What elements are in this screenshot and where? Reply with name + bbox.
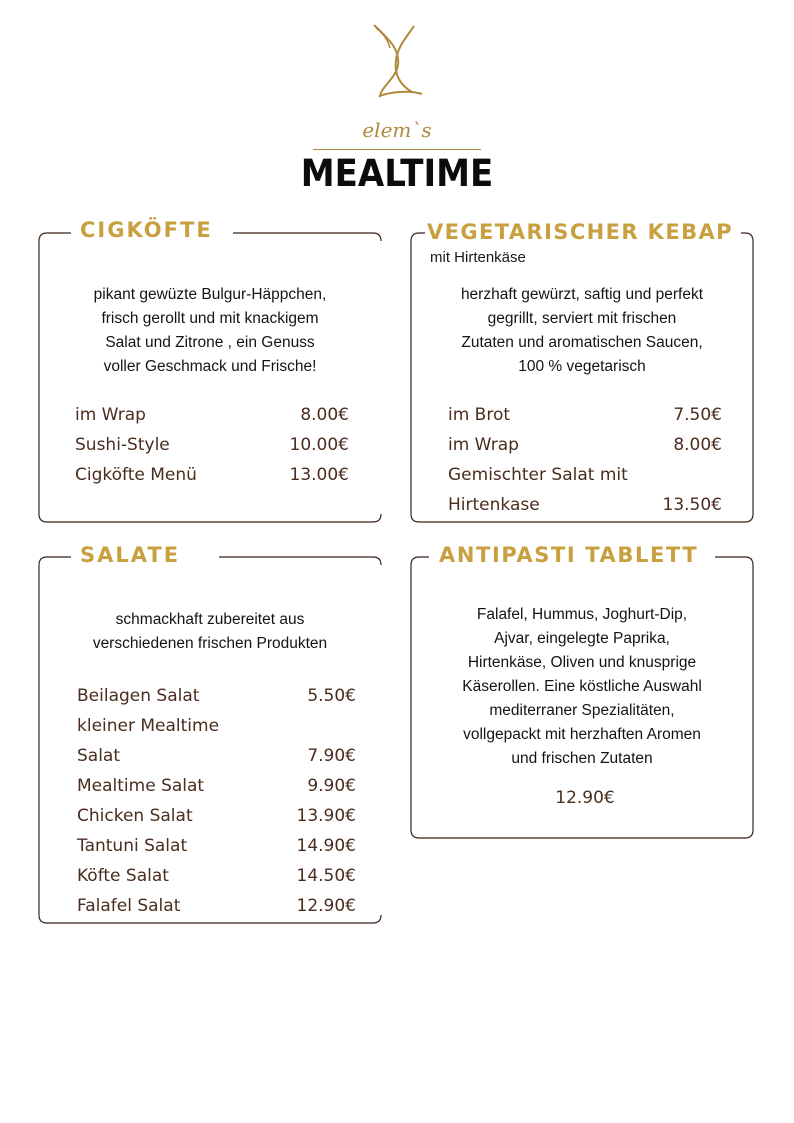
section-heading: SALATE	[80, 543, 181, 567]
brand-subtitle: elem`s	[362, 118, 432, 142]
list-item: Beilagen Salat 5.50€	[77, 686, 356, 706]
list-item: Mealtime Salat 9.90€	[77, 776, 356, 796]
list-item: Köfte Salat 14.50€	[77, 866, 356, 886]
swirl-logo-icon	[360, 20, 430, 100]
section-antipasti	[409, 545, 755, 840]
section-cigkoefte	[37, 220, 383, 524]
list-item: Tantuni Salat 14.90€	[77, 836, 356, 856]
list-item: kleiner Mealtime Salat 7.90€	[77, 716, 356, 766]
section-description: Falafel, Hummus, Joghurt-Dip, Ajvar, eingelegte Paprika, Hirtenkäse, Oliven und knusprige Käserollen. Eine köstliche Auswahl mediterraner Spezialitäten, vollgepackt mit herzhaften Aromen und frischen Zutaten	[462, 606, 702, 767]
section-subnote: mit Hirtenkäse	[430, 249, 526, 266]
list-item: Cigköfte Menü 13.00€	[75, 465, 349, 485]
price-list	[75, 400, 349, 490]
section-kebap	[409, 220, 755, 524]
section-heading: CIGKÖFTE	[80, 218, 213, 242]
list-item: im Wrap 8.00€	[75, 405, 349, 425]
section-description: pikant gewüzte Bulgur-Häppchen, frisch gerollt und mit knackigem Salat und Zitrone , ein Genuss voller Geschmack und Frische!	[93, 286, 327, 375]
brand-divider	[313, 149, 481, 150]
list-item: im Wrap 8.00€	[448, 435, 722, 455]
list-item: Falafel Salat 12.90€	[77, 896, 356, 916]
price-list	[77, 681, 356, 921]
brand-title: MEALTIME	[300, 152, 494, 195]
list-item: Chicken Salat 13.90€	[77, 806, 356, 826]
section-heading: VEGETARISCHER KEBAP	[427, 220, 733, 244]
list-item: Sushi-Style 10.00€	[75, 435, 349, 455]
section-description: schmackhaft zubereitet aus verschiedenen frischen Produkten	[92, 611, 328, 652]
price-list	[448, 400, 722, 520]
section-salate	[37, 545, 383, 925]
section-description: herzhaft gewürzt, saftig und perfekt gegrillt, serviert mit frischen Zutaten und aromatischen Saucen, 100 % vegetarisch	[460, 286, 704, 375]
list-item: im Brot 7.50€	[448, 405, 722, 425]
list-item: Gemischter Salat mit Hirtenkase 13.50€	[448, 465, 722, 515]
section-price: 12.90€	[555, 788, 615, 808]
section-heading: ANTIPASTI TABLETT	[439, 543, 699, 567]
